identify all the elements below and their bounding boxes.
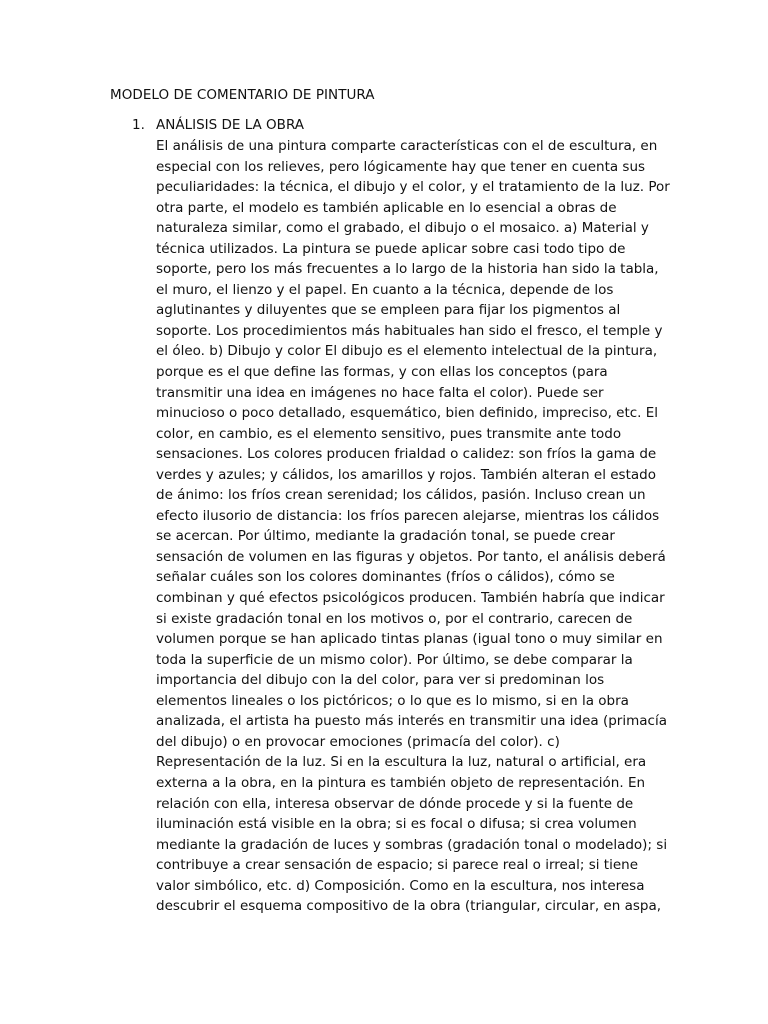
body-line: el óleo. b) Dibujo y color El dibujo es el elemento intelectual de la pintura, — [156, 343, 658, 360]
body-line: color, en cambio, es el elemento sensitivo, pues transmite ante todo — [156, 425, 622, 442]
body-line: transmitir una idea en imágenes no hace falta el color). Puede ser — [156, 384, 604, 401]
body-line: importancia del dibujo con la del color, para ver si predominan los — [156, 672, 605, 689]
body-line: peculiaridades: la técnica, el dibujo y el color, y el tratamiento de la luz. Por — [156, 179, 670, 196]
body-line: minucioso o poco detallado, esquemático, bien definido, impreciso, etc. El — [156, 405, 659, 422]
body-line: El análisis de una pintura comparte características con el de escultura, en — [156, 138, 658, 154]
body-line: sensación de volumen en las figuras y objetos. Por tanto, el análisis deberá — [156, 548, 666, 565]
section-body — [156, 136, 670, 917]
body-line: efecto ilusorio de distancia: los fríos parecen alejarse, mientras los cálidos — [156, 507, 660, 524]
body-line: relación con ella, interesa observar de dónde procede y si la fuente de — [156, 795, 634, 812]
body-line: naturaleza similar, como el grabado, el dibujo o el mosaico. a) Material y — [156, 220, 649, 237]
body-line: elementos lineales o los pictóricos; o lo que es lo mismo, si en la obra — [156, 692, 629, 709]
body-line: verdes y azules; y cálidos, los amarillos y rojos. También alteran el estado — [156, 466, 656, 483]
body-line: combinan y qué efectos psicológicos producen. También habría que indicar — [156, 590, 665, 607]
body-line: descubrir el esquema compositivo de la obra (triangular, circular, en aspa, — [156, 898, 662, 915]
body-line: de ánimo: los fríos crean serenidad; los cálidos, pasión. Incluso crean un — [156, 487, 646, 504]
body-line: soporte, pero los más frecuentes a lo largo de la historia han sido la tabla, — [156, 261, 659, 278]
body-line: el muro, el lienzo y el papel. En cuanto a la técnica, depende de los — [156, 281, 614, 298]
body-line: valor simbólico, etc. d) Composición. Como en la escultura, nos interesa — [156, 877, 645, 894]
body-line: Representación de la luz. Si en la escultura la luz, natural o artificial, era — [156, 754, 647, 771]
body-line: mediante la gradación de luces y sombras (gradación tonal o modelado); si — [156, 836, 668, 853]
body-line: contribuye a crear sensación de espacio; si parece real o irreal; si tiene — [156, 857, 638, 874]
body-line: porque es el que define las formas, y con ellas los conceptos (para — [156, 364, 608, 381]
body-line: técnica utilizados. La pintura se puede aplicar sobre casi todo tipo de — [156, 240, 626, 257]
body-line: volumen porque se han aplicado tintas planas (igual tono o muy similar en — [156, 631, 663, 648]
body-line: otra parte, el modelo es también aplicable en lo esencial a obras de — [156, 199, 617, 216]
body-line: sensaciones. Los colores producen frialdad o calidez: son fríos la gama de — [156, 446, 657, 463]
body-line: señalar cuáles son los colores dominantes (fríos o cálidos), cómo se — [156, 569, 615, 586]
body-line: soporte. Los procedimientos más habituales han sido el fresco, el temple y — [156, 322, 663, 339]
section-heading: ANÁLISIS DE LA OBRA — [156, 117, 305, 133]
body-line: analizada, el artista ha puesto más interés en transmitir una idea (primacía — [156, 713, 667, 730]
section-number: 1. — [132, 117, 145, 133]
body-line: toda la superficie de un mismo color). Por último, se debe comparar la — [156, 651, 633, 668]
body-line: del dibujo) o en provocar emociones (primacía del color). c) — [156, 733, 560, 750]
body-line: iluminación está visible en la obra; si es focal o difusa; si crea volumen — [156, 816, 637, 833]
document-title: MODELO DE COMENTARIO DE PINTURA — [110, 87, 375, 103]
body-line: externa a la obra, en la pintura es también objeto de representación. En — [156, 774, 646, 791]
body-line: si existe gradación tonal en los motivos o, por el contrario, carecen de — [156, 610, 633, 627]
body-line: especial con los relieves, pero lógicamente hay que tener en cuenta sus — [156, 158, 646, 175]
body-line: aglutinantes y diluyentes que se empleen para fijar los pigmentos al — [156, 302, 621, 319]
body-line: se acercan. Por último, mediante la gradación tonal, se puede crear — [156, 528, 615, 545]
